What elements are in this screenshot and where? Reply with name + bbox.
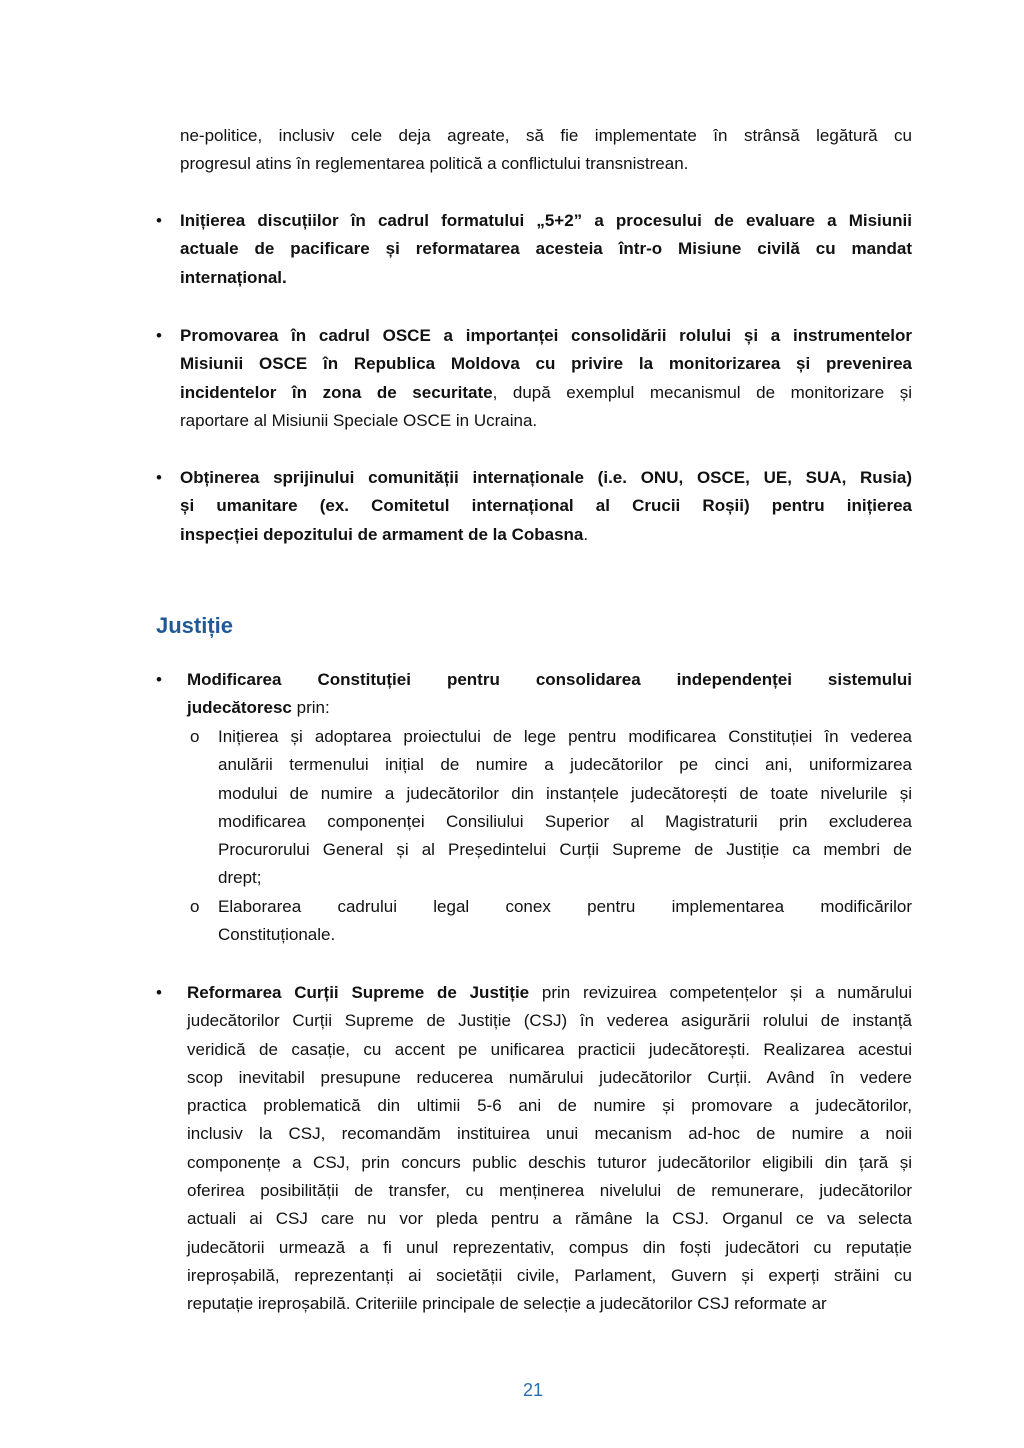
text-line xyxy=(187,666,912,694)
text: Inițierea și adoptarea proiectului de lege pentru modificarea Constituției în vederea xyxy=(218,727,912,746)
text-line xyxy=(187,1092,912,1120)
text-line xyxy=(187,979,912,1007)
text-line xyxy=(187,1262,912,1290)
text-line xyxy=(180,150,912,178)
list-item xyxy=(218,893,912,950)
list-item xyxy=(187,979,912,1319)
text: modificarea componenței Consiliului Superior al Magistraturii prin excluderea xyxy=(218,811,912,831)
bold-text: internațional. xyxy=(180,267,287,287)
text-line xyxy=(187,1120,912,1148)
text: judecătorilor Curții Supreme de Justiție (CSJ) în vederea asigurării rolului de instanță xyxy=(187,1011,912,1031)
text: . xyxy=(583,524,589,544)
text: inclusiv la CSJ, recomandăm instituirea unui mecanism ad-hoc de numire a noii xyxy=(187,1124,912,1144)
bold-text: Promovarea în cadrul OSCE a importanței consolidării rolului și a instrumentelor xyxy=(180,326,912,345)
bold-text: inspecției depozitului de armament de la Cobasna xyxy=(180,524,584,544)
page-number: 21 xyxy=(522,1380,544,1400)
text: raportare al Misiunii Speciale OSCE in Ucraina. xyxy=(180,410,538,430)
bold-text: Reformarea Curții Supreme de Justiție xyxy=(187,983,530,1002)
bold-text: Inițierea discuțiilor în cadrul formatului „5+2” a procesului de evaluare a Misiunii xyxy=(180,211,912,230)
text-line xyxy=(187,1234,912,1262)
text-line xyxy=(187,1205,912,1233)
text-line xyxy=(180,122,912,150)
bullet-icon: • xyxy=(156,326,162,345)
bold-text: Obținerea sprijinului comunității internaționale (i.e. ONU, OSCE, UE, SUA, Rusia) xyxy=(180,468,912,487)
text-line xyxy=(218,723,912,751)
text: ireproșabilă, reprezentanți ai societății civile, Parlament, Guvern și experți străini cu xyxy=(187,1265,912,1285)
text: scop inevitabil presupune reducerea numărului judecătorilor Curții. Având în vedere xyxy=(187,1067,912,1087)
text-line xyxy=(180,235,912,263)
bullet-icon: • xyxy=(156,211,162,230)
text-line xyxy=(180,264,912,292)
text-line xyxy=(187,1290,912,1318)
bold-text: și umanitare (ex. Comitetul internațional al Crucii Roșii) pentru inițierea xyxy=(180,496,912,516)
paragraph xyxy=(180,122,912,179)
text-line xyxy=(180,322,912,350)
text-line xyxy=(180,350,912,378)
sub-bullet-icon: o xyxy=(190,897,200,916)
text: , după exemplul mecanismul de monitorizare și xyxy=(492,382,912,402)
text-line xyxy=(187,694,912,722)
text-line xyxy=(180,464,912,492)
text: oferirea posibilității de transfer, cu menținerea nivelului de remunerare, judecătorilor xyxy=(187,1181,912,1201)
bold-text: judecătoresc xyxy=(187,698,292,718)
text: veridică de casație, cu accent pe unificarea practicii judecătorești. Realizarea acestui xyxy=(187,1039,912,1059)
text-line xyxy=(180,521,912,549)
text-line xyxy=(218,808,912,836)
text-line xyxy=(180,492,912,520)
list-item xyxy=(180,207,912,292)
text: progresul atins în reglementarea politică a conflictului transnistrean. xyxy=(180,154,689,174)
list-item xyxy=(180,464,912,549)
text: prin revizuirea competențelor și a numărului xyxy=(529,983,912,1002)
text-line xyxy=(218,751,912,779)
text: anulării termenului inițial de numire a judecătorilor pe cinci ani, uniformizarea xyxy=(218,755,912,775)
text: reputație ireproșabilă. Criteriile principale de selecție a judecătorilor CSJ reformate ar xyxy=(187,1294,827,1314)
text-line xyxy=(218,921,912,949)
list-item xyxy=(187,666,912,723)
bold-text: incidentelor în zona de securitate xyxy=(180,382,493,402)
sub-bullet-icon: o xyxy=(190,727,200,746)
bullet-icon: • xyxy=(156,670,162,689)
list-item xyxy=(218,723,912,893)
text: Procurorului General și al Președintelui Curții Supreme de Justiție ca membri de xyxy=(218,840,912,860)
text-line xyxy=(187,1149,912,1177)
text: modului de numire a judecătorilor din instanțele judecătorești de toate nivelurile și xyxy=(218,783,912,803)
text: judecătorii urmează a fi unul reprezentativ, compus din foști judecători cu reputație xyxy=(187,1237,912,1257)
text-line xyxy=(218,893,912,921)
section-heading: Justiție xyxy=(156,613,234,638)
bold-text: actuale de pacificare și reformatarea acesteia într-o Misiune civilă cu mandat xyxy=(180,239,912,259)
text-line xyxy=(187,1177,912,1205)
text-line xyxy=(180,379,912,407)
text-line xyxy=(180,207,912,235)
text: Elaborarea cadrului legal conex pentru implementarea modificărilor xyxy=(218,897,912,916)
text: prin: xyxy=(291,698,330,718)
text: Constituționale. xyxy=(218,925,336,945)
bold-text: Misiunii OSCE în Republica Moldova cu privire la monitorizarea și prevenirea xyxy=(180,354,912,374)
text: drept; xyxy=(218,868,262,888)
text-line xyxy=(218,836,912,864)
bullet-icon: • xyxy=(156,983,162,1002)
list-item xyxy=(180,322,912,435)
text: practica problematică din ultimii 5-6 ani de numire și promovare a judecătorilor, xyxy=(187,1096,912,1116)
text-line xyxy=(187,1036,912,1064)
text-line xyxy=(218,780,912,808)
text-line xyxy=(180,407,912,435)
bullet-icon: • xyxy=(156,468,162,487)
text: ne-politice, inclusiv cele deja agreate, să fie implementate în strânsă legătură cu xyxy=(180,126,912,145)
text: actuali ai CSJ care nu vor pleda pentru a rămâne la CSJ. Organul ce va selecta xyxy=(187,1209,912,1229)
text-line xyxy=(187,1007,912,1035)
text-line xyxy=(187,1064,912,1092)
bold-text: Modificarea Constituției pentru consolidarea independenței sistemului xyxy=(187,670,912,689)
text: componențe a CSJ, prin concurs public deschis tuturor judecătorilor eligibili din țară și xyxy=(187,1152,912,1172)
text-line xyxy=(218,864,912,892)
